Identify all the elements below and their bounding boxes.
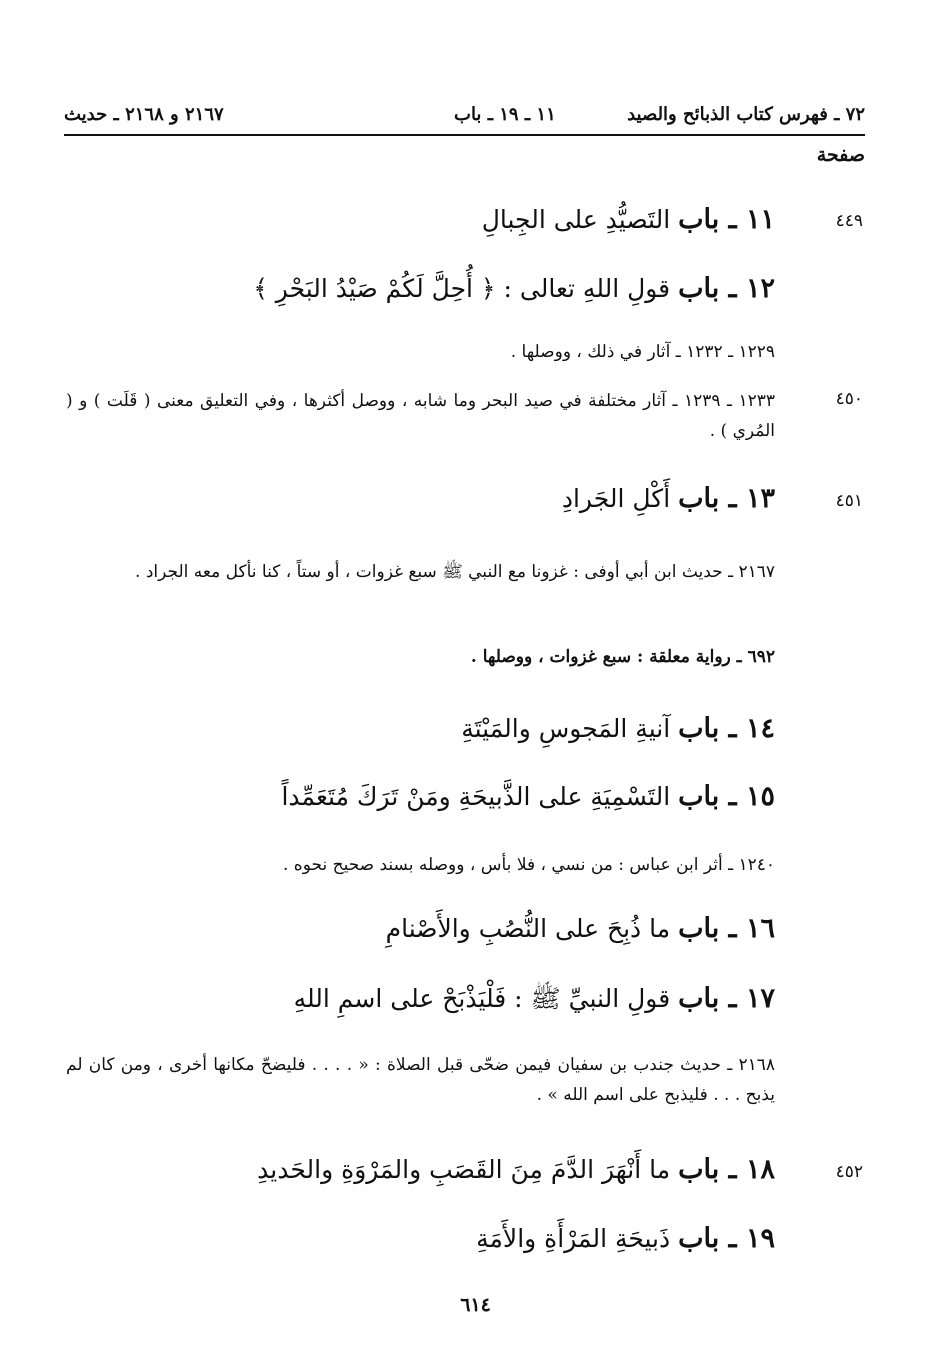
- chapter-separator: ـ: [719, 781, 746, 812]
- chapter-bab: باب: [678, 713, 720, 744]
- chapter-bab: باب: [678, 913, 720, 944]
- athar-item: ١٢٣٣ ـ ١٢٣٩ ـ آثار مختلفة في صيد البحر وما شابه ، ووصل أكثرها ، وفي التعليق معنى ( قَلَت ) و ( المُري ) .: [66, 391, 775, 441]
- chapter-heading: [386, 912, 775, 946]
- chapter-separator: ـ: [719, 1223, 746, 1254]
- chapter-heading: [294, 982, 775, 1016]
- chapter-bab: باب: [678, 483, 720, 514]
- chapter-separator: ـ: [719, 713, 746, 744]
- chapter-title: التَسْمِيَةِ على الذَّبيحَةِ ومَنْ تَرَكَ مُتَعَمِّداً: [281, 782, 679, 811]
- chapter-title: التَصيُّدِ على الجِبالِ: [481, 205, 679, 234]
- chapter-bab: باب: [678, 781, 720, 812]
- page-column-label: صفحة: [816, 144, 865, 166]
- chapter-title: ما أَنْهَرَ الدَّمَ مِنَ القَصَبِ والمَرْوَةِ والحَديدِ: [257, 1155, 679, 1184]
- chapter-separator: ـ: [719, 204, 746, 235]
- page-number-ref: ٤٥٠: [835, 389, 863, 409]
- chapter-separator: ـ: [719, 483, 746, 514]
- athar-item: ١٢٢٩ ـ ١٢٣٢ ـ آثار في ذلك ، ووصلها .: [510, 342, 775, 362]
- chapter-title: ما ذُبِحَ على النُّصُبِ والأَصْنامِ: [385, 914, 679, 943]
- chapter-title: قولِ اللهِ تعالى : ﴿ أُحِلَّ لَكُمْ صَيْدُ البَحْرِ ﴾: [253, 274, 679, 303]
- page-number-ref: ٤٥١: [835, 491, 863, 511]
- chapter-number: ١١: [745, 204, 775, 235]
- chapter-heading: [461, 712, 775, 746]
- athar-item: ١٢٤٠ ـ أثر ابن عباس : من نسي ، فلا بأس ، ووصله بسند صحيح نحوه .: [282, 855, 775, 875]
- chapter-heading: [562, 482, 775, 516]
- narration-item: ٦٩٢ ـ رواية معلقة : سبع غزوات ، ووصلها .: [470, 647, 775, 667]
- chapter-separator: ـ: [719, 273, 746, 304]
- chapter-number: ١٩: [745, 1223, 775, 1254]
- chapter-number: ١٢: [745, 273, 775, 304]
- chapter-number: ١٨: [745, 1154, 775, 1185]
- header-chapter-range: ١١ ـ ١٩ ـ باب: [454, 104, 556, 125]
- chapter-separator: ـ: [719, 913, 746, 944]
- chapter-title: أَكْلِ الجَرادِ: [561, 484, 679, 513]
- chapter-number: ١٧: [745, 983, 775, 1014]
- chapter-bab: باب: [678, 983, 720, 1014]
- page-number-ref: ٤٥٢: [835, 1162, 863, 1182]
- chapter-number: ١٤: [745, 713, 775, 744]
- chapter-bab: باب: [678, 273, 720, 304]
- chapter-number: ١٦: [745, 913, 775, 944]
- hadith-item: ٢١٦٨ ـ حديث جندب بن سفيان فيمن ضحّى قبل الصلاة : « . . . . فليضحّ مكانها أخرى ، ومن كان لم يذبح . . . فليذبح على اسم الله » .: [66, 1055, 775, 1105]
- chapter-number: ١٣: [745, 483, 775, 514]
- chapter-title: قولِ النبيِّ ﷺ : فَلْيَذْبَحْ على اسمِ اللهِ: [293, 984, 679, 1013]
- page-number-ref: ٤٤٩: [835, 211, 863, 231]
- chapter-bab: باب: [678, 1223, 720, 1254]
- chapter-title: آنيةِ المَجوسِ والمَيْتَةِ: [461, 714, 679, 743]
- chapter-heading: [482, 203, 775, 237]
- chapter-title: ذَبيحَةِ المَرْأَةِ والأَمَةِ: [476, 1224, 679, 1253]
- header-book-title: ٧٢ ـ فهرس كتاب الذبائح والصيد: [627, 104, 865, 125]
- header-hadith-range: ٢١٦٧ و ٢١٦٨ ـ حديث: [64, 104, 224, 125]
- chapter-heading: [281, 780, 775, 814]
- chapter-number: ١٥: [745, 781, 775, 812]
- chapter-heading: [253, 272, 775, 306]
- hadith-item: ٢١٦٧ ـ حديث ابن أبي أوفى : غزونا مع النبي ﷺ سبع غزوات ، أو ستاً ، كنا نأكل معه الجراد .: [135, 562, 775, 582]
- footer-page-number: ٦١٤: [460, 1294, 491, 1316]
- chapter-bab: باب: [678, 204, 720, 235]
- running-header: [64, 100, 865, 136]
- chapter-heading: [257, 1153, 775, 1187]
- chapter-heading: [476, 1222, 775, 1256]
- chapter-bab: باب: [678, 1154, 720, 1185]
- chapter-separator: ـ: [719, 1154, 746, 1185]
- chapter-separator: ـ: [719, 983, 746, 1014]
